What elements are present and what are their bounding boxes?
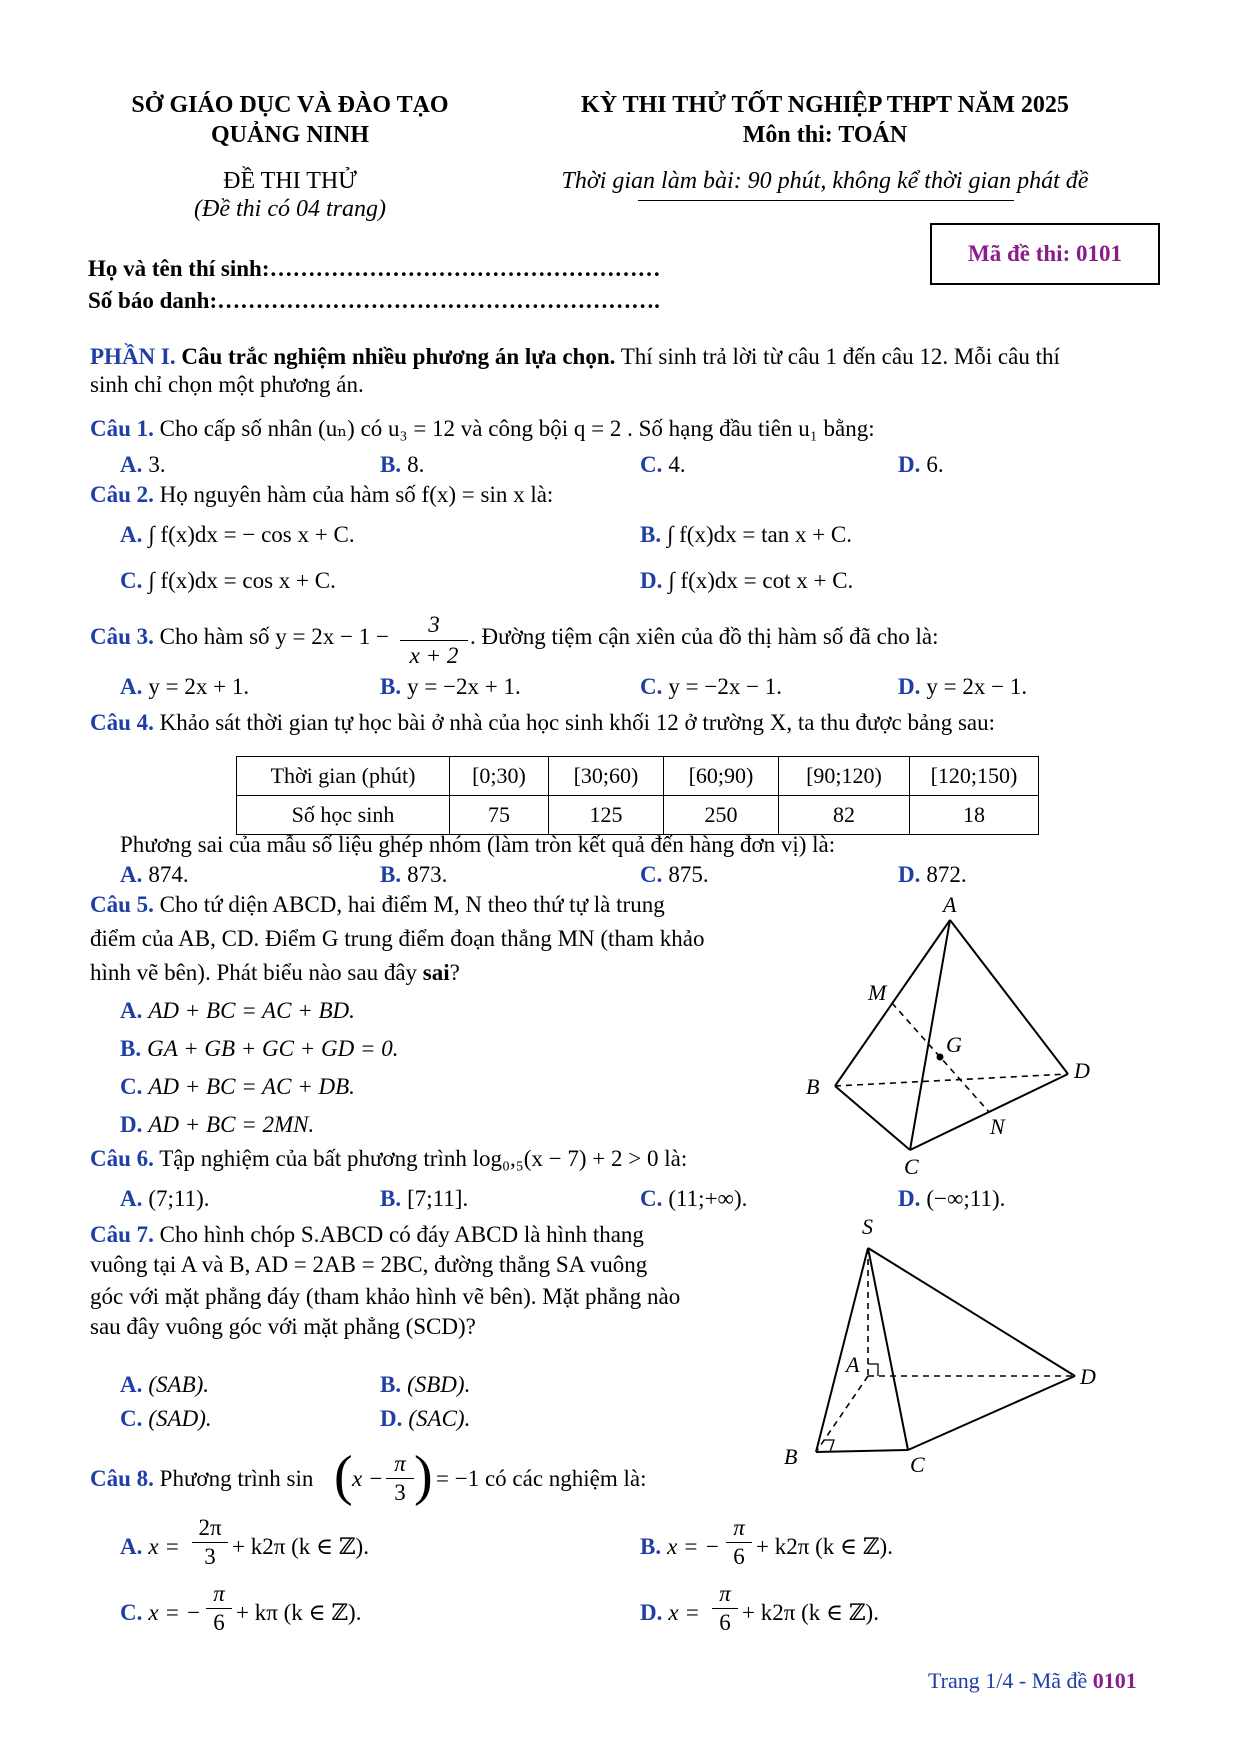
option-text: 873.	[407, 862, 448, 887]
table-row	[237, 796, 1039, 835]
department-name: SỞ GIÁO DỤC VÀ ĐÀO TẠO	[131, 92, 449, 118]
q1-option-a[interactable]	[120, 452, 166, 478]
exam-duration: Thời gian làm bài: 90 phút, không kể thời gian phát đề	[561, 168, 1089, 194]
option-label: B.	[640, 1534, 662, 1559]
fig-label-a: A	[943, 892, 957, 917]
fig-label-s: S	[862, 1214, 873, 1239]
q8-paren-open: (	[334, 1445, 353, 1507]
q8-option-d[interactable]	[640, 1600, 700, 1626]
frac-num: π	[206, 1580, 232, 1609]
candidate-name-label: Họ và tên thí sinh:	[88, 256, 270, 281]
option-label: B.	[380, 862, 402, 887]
fig-label-m: M	[868, 980, 887, 1005]
option-label: D.	[898, 674, 921, 699]
q5-tetrahedron-figure	[800, 888, 1120, 1178]
q3-frac-den: x + 2	[409, 643, 459, 668]
q3-frac-num: 3	[400, 610, 468, 641]
q5-label: Câu 5.	[90, 892, 154, 917]
fig-label-c: C	[904, 1154, 919, 1178]
q4-option-c[interactable]	[640, 862, 709, 888]
interval-cell: [90;120)	[779, 757, 910, 796]
q8-text-post: = −1 có các nghiệm là:	[436, 1466, 647, 1491]
q4-frequency-table	[236, 756, 1039, 835]
q8-option-c[interactable]	[120, 1600, 201, 1626]
frac-den: 3	[204, 1544, 216, 1569]
option-text: y = 2x + 1.	[148, 674, 250, 699]
option-label: D.	[120, 1112, 143, 1137]
q8-text-pre: Phương trình sin	[159, 1466, 314, 1491]
option-label: A.	[120, 674, 143, 699]
option-text: y = 2x − 1.	[926, 674, 1028, 699]
q5-option-b[interactable]	[120, 1036, 399, 1062]
q2-option-c[interactable]	[120, 568, 336, 594]
q1-stem	[90, 416, 875, 442]
fig-label-g: G	[946, 1032, 962, 1057]
option-text: ∫ f(x)dx = cos x + C.	[148, 568, 336, 593]
q3-label: Câu 3.	[90, 624, 154, 649]
q4-label: Câu 4.	[90, 710, 154, 735]
q8-a-fraction	[192, 1514, 228, 1571]
option-label: A.	[120, 1372, 143, 1397]
option-text: AD + BC = AC + BD.	[148, 998, 355, 1023]
frac-num: 2π	[192, 1514, 228, 1543]
q4-option-a[interactable]	[120, 862, 189, 888]
q2-text: Họ nguyên hàm của hàm số f(x) = sin x là:	[159, 482, 554, 507]
q6-option-c[interactable]	[640, 1186, 747, 1212]
option-text: y = −2x − 1.	[668, 674, 783, 699]
footer-text: Trang 1/4 - Mã đề	[928, 1668, 1088, 1693]
q2-option-d[interactable]	[640, 568, 853, 594]
option-text: (7;11).	[148, 1186, 210, 1211]
option-label: D.	[898, 1186, 921, 1211]
q8-paren-close: )	[414, 1445, 433, 1507]
page-count-note: (Đề thi có 04 trang)	[194, 196, 386, 222]
option-text: 872.	[926, 862, 967, 887]
option-text: GA + GB + GC + GD = 0.	[147, 1036, 399, 1061]
q4-option-d[interactable]	[898, 862, 967, 888]
option-label: A.	[120, 998, 143, 1023]
q7-label: Câu 7.	[90, 1222, 154, 1247]
option-label: B.	[380, 452, 402, 477]
option-label: D.	[380, 1406, 403, 1431]
option-text: (11;+∞).	[668, 1186, 748, 1211]
fig-label-a: A	[846, 1352, 860, 1377]
option-text: AD + BC = 2MN.	[148, 1112, 315, 1137]
q3-text-pre: Cho hàm số y = 2x − 1 −	[159, 624, 389, 649]
interval-cell: [30;60)	[549, 757, 664, 796]
option-text: y = −2x + 1.	[407, 674, 521, 699]
candidate-id-label: Số báo danh:	[88, 288, 218, 313]
header-divider	[638, 200, 1014, 201]
option-label: C.	[640, 674, 663, 699]
q8-option-b[interactable]	[640, 1534, 720, 1560]
q7-pyramid-figure	[780, 1210, 1110, 1480]
count-cell: 125	[549, 796, 664, 835]
option-text: 4.	[668, 452, 686, 477]
q8-frac-den: 3	[394, 1480, 406, 1505]
option-text: ∫ f(x)dx = − cos x + C.	[148, 522, 355, 547]
q5-line1	[90, 892, 665, 918]
option-text: (SBD).	[407, 1372, 471, 1397]
q3-option-b[interactable]	[380, 674, 521, 700]
fig-label-c: C	[910, 1452, 925, 1477]
exam-type: ĐỀ THI THỬ	[223, 168, 357, 194]
option-label: A.	[120, 452, 143, 477]
province-name: QUẢNG NINH	[210, 122, 369, 148]
q7-line1	[90, 1222, 644, 1248]
candidate-name-line	[88, 256, 660, 282]
q8-arg-pre: x −	[352, 1466, 384, 1491]
q6-option-a[interactable]	[120, 1186, 209, 1212]
q8-c-fraction	[206, 1580, 232, 1637]
option-label: D.	[640, 568, 663, 593]
q5-emphasis: sai	[422, 960, 450, 985]
option-label: B.	[380, 1372, 402, 1397]
q1-text: Cho cấp số nhân (uₙ) có u₃ = 12 và công bội q = 2 . Số hạng đầu tiên u₁ bằng:	[159, 416, 875, 441]
q1-option-b[interactable]	[380, 452, 424, 478]
q8-label: Câu 8.	[90, 1466, 154, 1491]
option-label: C.	[640, 1186, 663, 1211]
q7-text1: Cho hình chóp S.ABCD có đáy ABCD là hình thang	[159, 1222, 644, 1247]
frac-num: π	[712, 1580, 738, 1609]
frac-num: π	[726, 1514, 752, 1543]
table-head-time: Thời gian (phút)	[237, 757, 450, 796]
option-text: (SAB).	[148, 1372, 210, 1397]
footer-code: 0101	[1092, 1668, 1137, 1693]
q2-label: Câu 2.	[90, 482, 154, 507]
q8-d-post: + k2π (k ∈ ℤ).	[742, 1600, 879, 1625]
part1-intro	[90, 344, 1060, 370]
option-label: C.	[120, 1600, 143, 1625]
q3-stem	[90, 624, 389, 650]
option-text: 8.	[407, 452, 425, 477]
fig-label-n: N	[990, 1114, 1005, 1139]
q5-option-a[interactable]	[120, 998, 355, 1024]
option-text: AD + BC = AC + DB.	[148, 1074, 355, 1099]
frac-den: 6	[719, 1610, 731, 1635]
option-label: C.	[640, 862, 663, 887]
table-row	[237, 757, 1039, 796]
option-label: A.	[120, 1534, 143, 1559]
q5-text3-end: ?	[449, 960, 460, 985]
part1-title: PHẦN I.	[90, 344, 176, 369]
q7-option-c[interactable]	[120, 1406, 212, 1432]
part1-text2: sinh chỉ chọn một phương án.	[90, 372, 364, 397]
option-label: C.	[120, 1074, 143, 1099]
option-text: ∫ f(x)dx = tan x + C.	[667, 522, 853, 547]
q7-line2: vuông tại A và B, AD = 2AB = 2BC, đường thẳng SA vuông	[90, 1252, 648, 1277]
option-label: A.	[120, 522, 143, 547]
q7-line3: góc với mặt phẳng đáy (tham khảo hình vẽ bên). Mặt phẳng nào	[90, 1284, 681, 1309]
option-pre: x = −	[148, 1600, 202, 1625]
q3-fraction	[400, 610, 468, 671]
interval-cell: [0;30)	[450, 757, 549, 796]
option-label: D.	[640, 1600, 663, 1625]
option-text: (−∞;11).	[926, 1186, 1006, 1211]
option-pre: x =	[148, 1534, 180, 1559]
interval-cell: [60;90)	[664, 757, 779, 796]
count-cell: 18	[910, 796, 1039, 835]
q8-b-post: + k2π (k ∈ ℤ).	[756, 1534, 893, 1559]
fig-label-d: D	[1080, 1364, 1096, 1389]
q3-text-post: . Đường tiệm cận xiên của đồ thị hàm số đã cho là:	[470, 624, 939, 649]
q3-option-c[interactable]	[640, 674, 782, 700]
option-label: B.	[640, 522, 662, 547]
q8-option-a[interactable]	[120, 1534, 180, 1560]
option-text: [7;11].	[407, 1186, 469, 1211]
q3-option-a[interactable]	[120, 674, 249, 700]
count-cell: 75	[450, 796, 549, 835]
option-pre: x = −	[667, 1534, 720, 1559]
q8-stem-pre	[90, 1466, 313, 1492]
option-pre: x =	[668, 1600, 700, 1625]
option-text: (SAD).	[148, 1406, 212, 1431]
page-footer	[928, 1668, 1137, 1694]
q8-a-post: + k2π (k ∈ ℤ).	[232, 1534, 369, 1559]
count-cell: 82	[779, 796, 910, 835]
count-cell: 250	[664, 796, 779, 835]
subject: Môn thi: TOÁN	[742, 122, 908, 148]
q2-option-a[interactable]	[120, 522, 355, 548]
q7-option-a[interactable]	[120, 1372, 209, 1398]
q8-c-post: + kπ (k ∈ ℤ).	[236, 1600, 362, 1625]
q6-option-d[interactable]	[898, 1186, 1005, 1212]
q2-option-b[interactable]	[640, 522, 852, 548]
option-label: B.	[380, 674, 402, 699]
frac-den: 6	[733, 1544, 745, 1569]
option-text: 874.	[148, 862, 189, 887]
q5-text1: Cho tứ diện ABCD, hai điểm M, N theo thứ tự là trung	[159, 892, 665, 917]
option-label: D.	[898, 452, 921, 477]
candidate-name-dots: ……………………………………………	[269, 256, 661, 281]
q5-text3: hình vẽ bên). Phát biểu nào sau đây	[90, 960, 418, 985]
q6-text: Tập nghiệm của bất phương trình log₀,₅(x − 7) + 2 > 0 là:	[159, 1146, 688, 1171]
q5-line2: điểm của AB, CD. Điểm G trung điểm đoạn thẳng MN (tham khảo	[90, 926, 705, 951]
option-label: A.	[120, 1186, 143, 1211]
interval-cell: [120;150)	[910, 757, 1039, 796]
option-text: (SAC).	[408, 1406, 471, 1431]
candidate-id-line	[88, 288, 660, 314]
option-label: D.	[898, 862, 921, 887]
q1-option-d[interactable]	[898, 452, 944, 478]
option-text: ∫ f(x)dx = cot x + C.	[668, 568, 854, 593]
q4-subquestion: Phương sai của mẫu số liệu ghép nhóm (làm tròn kết quả đến hàng đơn vị) là:	[120, 832, 836, 857]
q7-option-d[interactable]	[380, 1406, 470, 1432]
q5-option-c[interactable]	[120, 1074, 355, 1100]
option-label: C.	[120, 568, 143, 593]
q5-line3	[90, 960, 460, 986]
q6-option-b[interactable]	[380, 1186, 468, 1212]
fig-label-b: B	[806, 1074, 820, 1099]
option-label: C.	[640, 452, 663, 477]
q8-frac-num: π	[386, 1450, 414, 1479]
q1-label: Câu 1.	[90, 416, 154, 441]
option-label: C.	[120, 1406, 143, 1431]
part1-bold: Câu trắc nghiệm nhiều phương án lựa chọn.	[181, 344, 616, 369]
q4-stem	[90, 710, 995, 736]
q5-option-d[interactable]	[120, 1112, 314, 1138]
table-head-count: Số học sinh	[237, 796, 450, 835]
q1-option-c[interactable]	[640, 452, 686, 478]
part1-text1: Thí sinh trả lời từ câu 1 đến câu 12. Mỗi câu thí	[620, 344, 1060, 369]
q7-line4: sau đây vuông góc với mặt phẳng (SCD)?	[90, 1314, 476, 1339]
exam-code-box: Mã đề thi: 0101	[930, 223, 1160, 285]
option-label: B.	[120, 1036, 142, 1061]
q8-d-fraction	[712, 1580, 738, 1637]
option-text: 3.	[148, 452, 166, 477]
q3-option-d[interactable]	[898, 674, 1027, 700]
q6-label: Câu 6.	[90, 1146, 154, 1171]
exam-title: KỲ THI THỬ TỐT NGHIỆP THPT NĂM 2025	[581, 92, 1069, 118]
q6-stem	[90, 1146, 687, 1172]
q4-text: Khảo sát thời gian tự học bài ở nhà của học sinh khối 12 ở trường X, ta thu được bảng sau:	[159, 710, 995, 735]
option-label: B.	[380, 1186, 402, 1211]
option-text: 6.	[926, 452, 944, 477]
frac-den: 6	[213, 1610, 225, 1635]
q8-b-fraction	[726, 1514, 752, 1571]
q8-fraction	[386, 1450, 414, 1507]
fig-label-d: D	[1074, 1058, 1090, 1083]
q2-stem	[90, 482, 553, 508]
option-text: 875.	[668, 862, 709, 887]
q7-option-b[interactable]	[380, 1372, 470, 1398]
option-label: A.	[120, 862, 143, 887]
q4-option-b[interactable]	[380, 862, 447, 888]
fig-label-b: B	[784, 1444, 798, 1469]
candidate-id-dots: ………………………………………………….	[217, 288, 660, 313]
